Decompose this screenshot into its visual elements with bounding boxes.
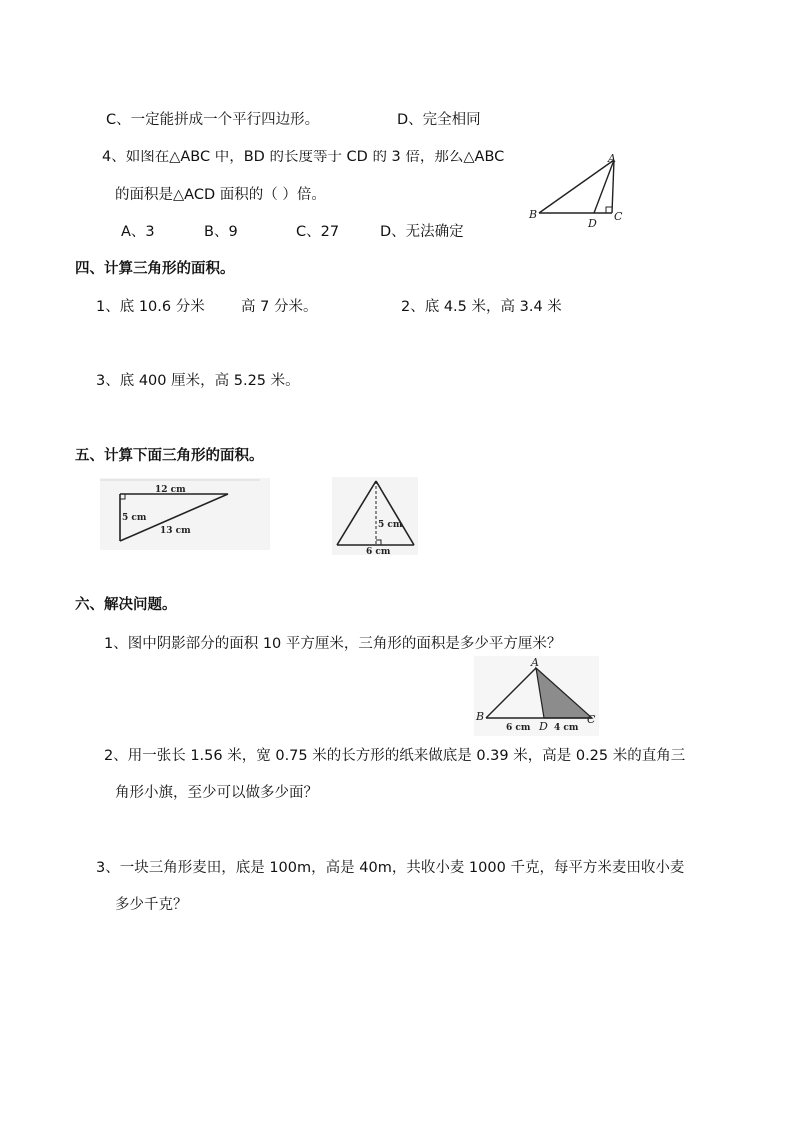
question-4-line1: 4、如图在△ABC 中，BD 的长度等于 CD 的 3 倍，那么△ABC	[102, 150, 505, 165]
s4-problem-3: 3、底 400 厘米，高 5.25 米。	[96, 373, 300, 389]
isosceles-triangle-figure	[332, 477, 418, 555]
dc-length-label: 4 cm	[554, 723, 579, 733]
shaded-triangle-figure	[474, 656, 599, 736]
vertex-d-label: D	[588, 217, 597, 230]
height-label: 5 cm	[378, 520, 403, 530]
q4-option-a: A、3	[121, 224, 155, 240]
q4-option-c: C、27	[296, 224, 340, 240]
s6-problem-1: 1、图中阴影部分的面积 10 平方厘米，三角形的面积是多少平方厘米？	[104, 636, 562, 652]
section-5-title: 五、计算下面三角形的面积。	[75, 448, 264, 464]
section-4-title: 四、计算三角形的面积。	[75, 261, 235, 277]
s4-problem-1-base: 1、底 10.6 分米	[96, 299, 205, 315]
triangle-abc-figure	[524, 150, 634, 230]
right-triangle-figure	[100, 478, 270, 550]
s6-problem-2-line2: 角形小旗，至少可以做多少面？	[115, 785, 318, 801]
vertex-b-label: B	[529, 208, 538, 221]
section-6-title: 六、解决问题。	[75, 597, 177, 613]
option-c-text: C、一定能拼成一个平行四边形。	[106, 112, 320, 128]
question-4-line2: 的面积是△ACD 面积的（ ）倍。	[115, 187, 326, 203]
q4-option-d: D、无法确定	[380, 224, 464, 240]
vertex-c-label: C	[614, 210, 623, 223]
bd-length-label: 6 cm	[506, 723, 531, 733]
vertex-c-label: C	[587, 713, 596, 726]
option-d-text: D、完全相同	[397, 112, 481, 128]
s6-problem-2-line1: 2、用一张长 1.56 米，宽 0.75 米的长方形的纸来做底是 0.39 米，高是 0.25 米的直角三	[104, 748, 686, 764]
s4-problem-1-height: 高 7 分米。	[241, 299, 318, 315]
top-side-label: 12 cm	[155, 485, 186, 495]
vertex-a-label: A	[531, 656, 539, 669]
vertex-b-label: B	[476, 710, 485, 723]
q4-option-b: B、9	[204, 224, 238, 240]
base-label: 6 cm	[366, 547, 391, 555]
s6-problem-3-line2: 多少千克？	[115, 897, 188, 913]
left-side-label: 5 cm	[122, 513, 147, 523]
vertex-a-label: A	[608, 152, 616, 165]
s4-problem-2: 2、底 4.5 米，高 3.4 米	[401, 299, 562, 315]
vertex-d-label: D	[539, 720, 548, 733]
hypotenuse-label: 13 cm	[160, 526, 191, 536]
s6-problem-3-line1: 3、一块三角形麦田，底是 100m，高是 40m，共收小麦 1000 千克，每平方米麦田收小麦	[96, 860, 685, 876]
